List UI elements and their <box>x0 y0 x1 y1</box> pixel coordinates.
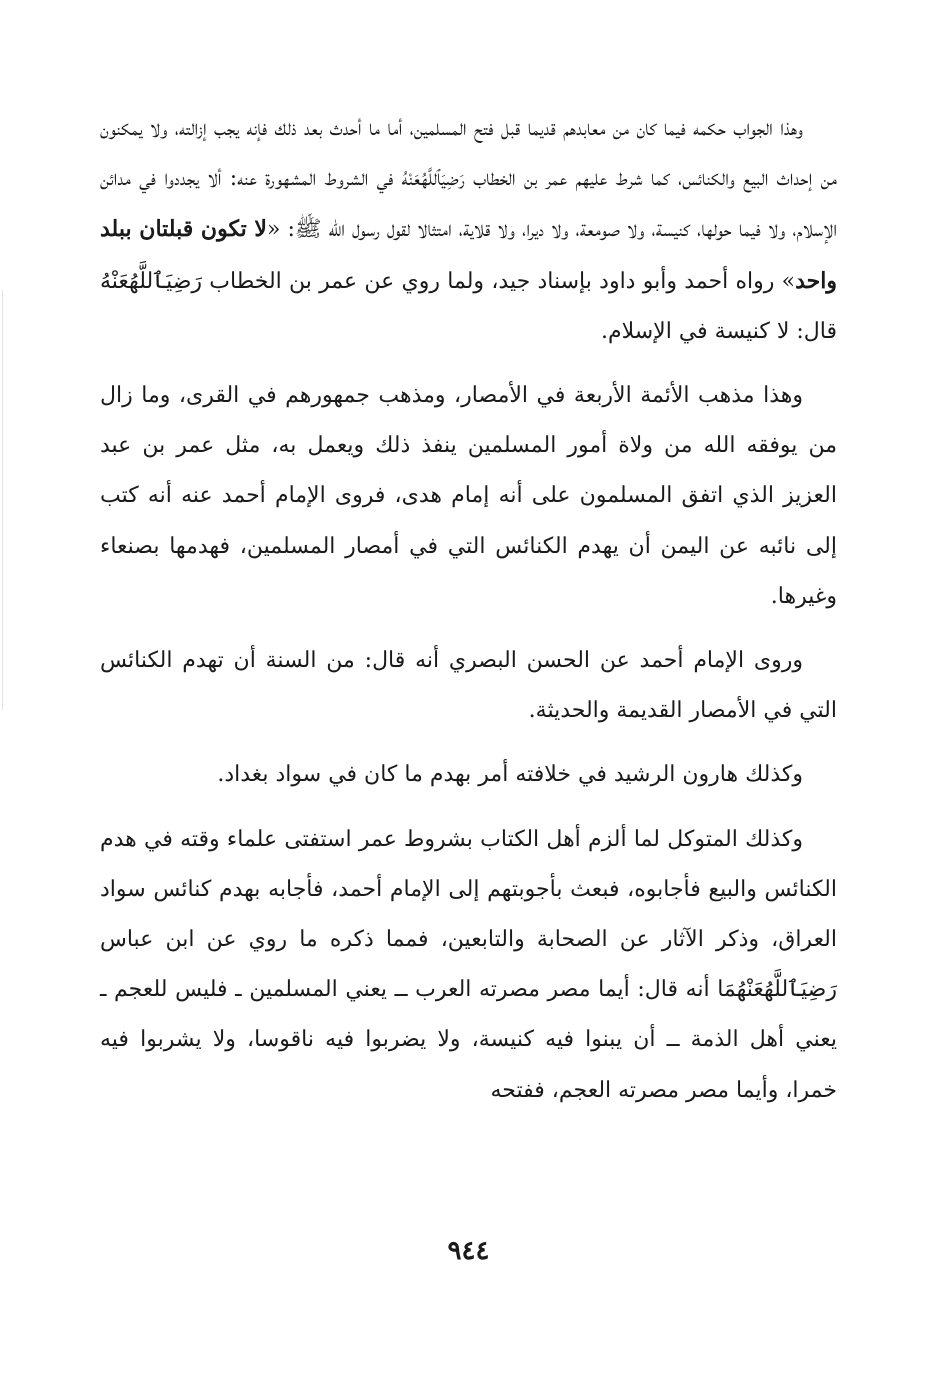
scan-edge-line <box>2 290 3 710</box>
body-text <box>100 104 837 1130</box>
paragraph-4: وكذلك هارون الرشيد في خلافته أمر بهدم ما كان في سواد بغداد. <box>217 762 803 788</box>
paragraph-3: وروى الإمام أحمد عن الحسن البصري أنه قال: من السنة أن تهدم الكنائس التي في الأمصار القديمة والحديثة. <box>100 648 837 724</box>
page-number: ٩٤٤ <box>447 1236 490 1266</box>
paragraph-1 <box>100 104 837 357</box>
paragraph-1-part-1: وهذا الجواب حكمه فيما كان من معابدهم قديما قبل فتح المسلمين، أما ما أحدث بعد ذلك فإنه يجب إزالته، ولا يمكنون من إحداث البيع والكنائس، كما شرط عليهم عمر بن الخطاب رَضِيَٱللَّهُعَنْهُ في الشروط المشهورة عنه: ألا يجددوا في مدائن الإسلام، ولا فيما حولها، كنيسة، ولا صومعة، ولا ديرا، ولا قلاية، امتثالا لقول رسول الله ﷺ: « <box>100 116 837 243</box>
paragraph-5: وكذلك المتوكل لما ألزم أهل الكتاب بشروط عمر استفتى علماء وقته في هدم الكنائس والبيع فأجابوه، فبعث بأجوبتهم إلى الإمام أحمد، فأجابه بهدم كنائس سواد العراق، وذكر الآثار عن الصحابة والتابعين، فمما ذكره ما روي عن ابن عباس رَضِيَٱللَّهُعَنْهُمَا أنه قال: أيما مصر مصرته العرب ــ يعني المسلمين ـ فليس للعجم ـ يعني أهل الذمة ــ أن يبنوا فيه كنيسة، ولا يضربوا فيه ناقوسا، ولا يشربوا فيه خمرا، وأيما مصر مصرته العجم، ففتحه <box>100 826 837 1103</box>
hadith-quote: لا تكون قبلتان ببلد واحد <box>100 216 837 294</box>
paragraph-1-part-3: » رواه أحمد وأبو داود بإسناد جيد، ولما روي عن عمر بن الخطاب رَضِيَٱللَّهُعَنْهُ قال: لا كنيسة في الإسلام. <box>100 268 837 344</box>
paragraph-2: وهذا مذهب الأئمة الأربعة في الأمصار، ومذهب جمهورهم في القرى، وما زال من يوفقه الله من ولاة أمور المسلمين ينفذ ذلك ويعمل به، مثل عمر بن عبد العزيز الذي اتفق المسلمون على أنه إمام هدى، فروى الإمام أحمد عنه أنه كتب إلى نائبه عن اليمن أن يهدم الكنائس التي في أمصار المسلمين، فهدمها بصنعاء وغيرها. <box>100 383 837 609</box>
